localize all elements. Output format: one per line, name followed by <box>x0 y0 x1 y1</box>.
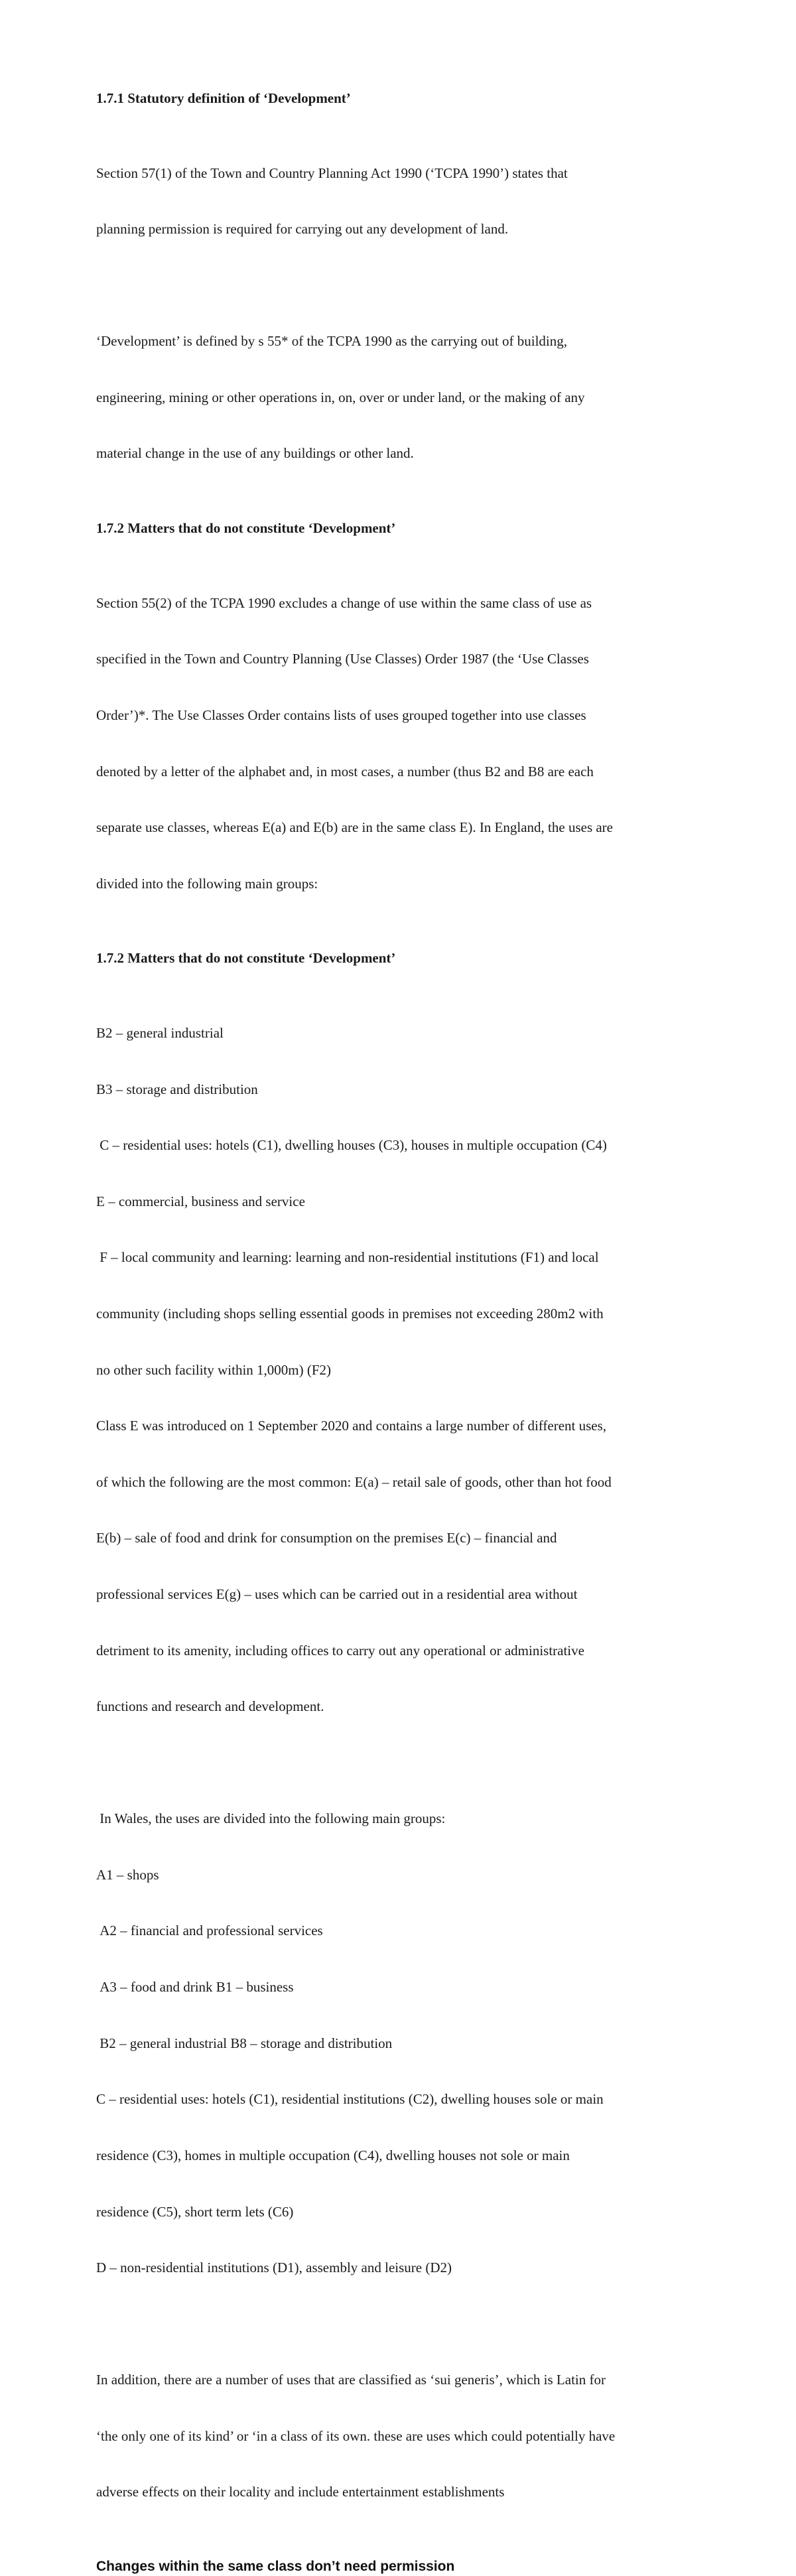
spacer <box>96 276 720 295</box>
text-line: In addition, there are a number of uses that are classified as ‘sui generis’, which is Latin for <box>96 2372 606 2388</box>
text-line: no other such facility within 1,000m) (F2) <box>96 1361 332 1378</box>
text-line: detriment to its amenity, including offices to carry out any operational or administrative <box>96 1642 584 1659</box>
spacer <box>96 968 720 986</box>
paragraph-england-use-classes <box>96 986 720 1753</box>
paragraph-wales-use-classes <box>96 1772 720 2315</box>
text-line: denoted by a letter of the alphabet and, in most cases, a number (thus B2 and B8 are each <box>96 763 594 780</box>
paragraph-section-57 <box>96 126 720 276</box>
text-line: Section 55(2) of the TCPA 1990 excludes a change of use within the same class of use as <box>96 594 592 611</box>
text-line: engineering, mining or other operations in, on, over or under land, or the making of any <box>96 389 585 405</box>
text-line: planning permission is required for carrying out any development of land. <box>96 221 509 237</box>
spacer <box>96 2315 720 2333</box>
text-line: of which the following are the most common: E(a) – retail sale of goods, other than hot food <box>96 1473 612 1490</box>
section-heading-1-7-2-repeat: 1.7.2 Matters that do not constitute ‘Development’ <box>96 950 396 967</box>
text-line: residence (C5), short term lets (C6) <box>96 2203 294 2220</box>
paragraph-section-55-2 <box>96 556 720 930</box>
text-line: A2 – financial and professional services <box>96 1923 323 1939</box>
spacer <box>96 2539 720 2557</box>
text-line: Section 57(1) of the Town and Country Planning Act 1990 (‘TCPA 1990’) states that <box>96 165 568 181</box>
text-line: adverse effects on their locality and include entertainment establishments <box>96 2484 505 2500</box>
text-line: B2 – general industrial B8 – storage and distribution <box>96 2035 393 2051</box>
text-line: ‘Development’ is defined by s 55* of the TCPA 1990 as the carrying out of building, <box>96 333 568 350</box>
text-line: functions and research and development. <box>96 1698 324 1715</box>
text-line: Class E was introduced on 1 September 2020 and contains a large number of different uses, <box>96 1418 607 1434</box>
text-line: separate use classes, whereas E(a) and E(b) are in the same class E). In England, the uses are <box>96 819 613 836</box>
text-line: professional services E(g) – uses which can be carried out in a residential area without <box>96 1586 578 1603</box>
spacer <box>96 500 720 519</box>
text-line: In Wales, the uses are divided into the following main groups: <box>96 1810 446 1827</box>
spacer <box>96 537 720 556</box>
text-line: community (including shops selling essential goods in premises not exceeding 280m2 with <box>96 1305 604 1322</box>
text-line: material change in the use of any buildings or other land. <box>96 445 414 462</box>
text-line: C – residential uses: hotels (C1), dwelling houses (C3), houses in multiple occupation (C4) <box>96 1137 607 1154</box>
paragraph-development-definition <box>96 295 720 500</box>
text-line: F – local community and learning: learning and non-residential institutions (F1) and local <box>96 1249 599 1266</box>
spacer <box>96 930 720 949</box>
text-line: D – non-residential institutions (D1), assembly and leisure (D2) <box>96 2260 452 2276</box>
text-line: B3 – storage and distribution <box>96 1081 258 1097</box>
text-line: residence (C3), homes in multiple occupation (C4), dwelling houses not sole or main <box>96 2147 570 2163</box>
text-line: B2 – general industrial <box>96 1024 224 1041</box>
text-line: E(b) – sale of food and drink for consumption on the premises E(c) – financial and <box>96 1530 557 1546</box>
text-line: C – residential uses: hotels (C1), residential institutions (C2), dwelling houses sole or main <box>96 2091 604 2108</box>
text-line: E – commercial, business and service <box>96 1193 305 1209</box>
section-heading-1-7-2: 1.7.2 Matters that do not constitute ‘Development’ <box>96 520 396 537</box>
text-line: divided into the following main groups: <box>96 875 318 892</box>
text-line: A3 – food and drink B1 – business <box>96 1979 294 1996</box>
spacer <box>96 1753 720 1772</box>
document-page <box>96 89 720 2576</box>
text-line: Order’)*. The Use Classes Order contains lists of uses grouped together into use classes <box>96 707 586 723</box>
closing-heading: Changes within the same class don’t need permission <box>96 2558 455 2574</box>
section-heading-1-7-1: 1.7.1 Statutory definition of ‘Development’ <box>96 90 351 106</box>
paragraph-sui-generis <box>96 2333 720 2539</box>
spacer <box>96 107 720 126</box>
text-line: ‘the only one of its kind’ or ‘in a class of its own. these are uses which could potentially have <box>96 2427 616 2444</box>
text-line: A1 – shops <box>96 1866 159 1883</box>
text-line: specified in the Town and Country Planning (Use Classes) Order 1987 (the ‘Use Classes <box>96 651 589 667</box>
